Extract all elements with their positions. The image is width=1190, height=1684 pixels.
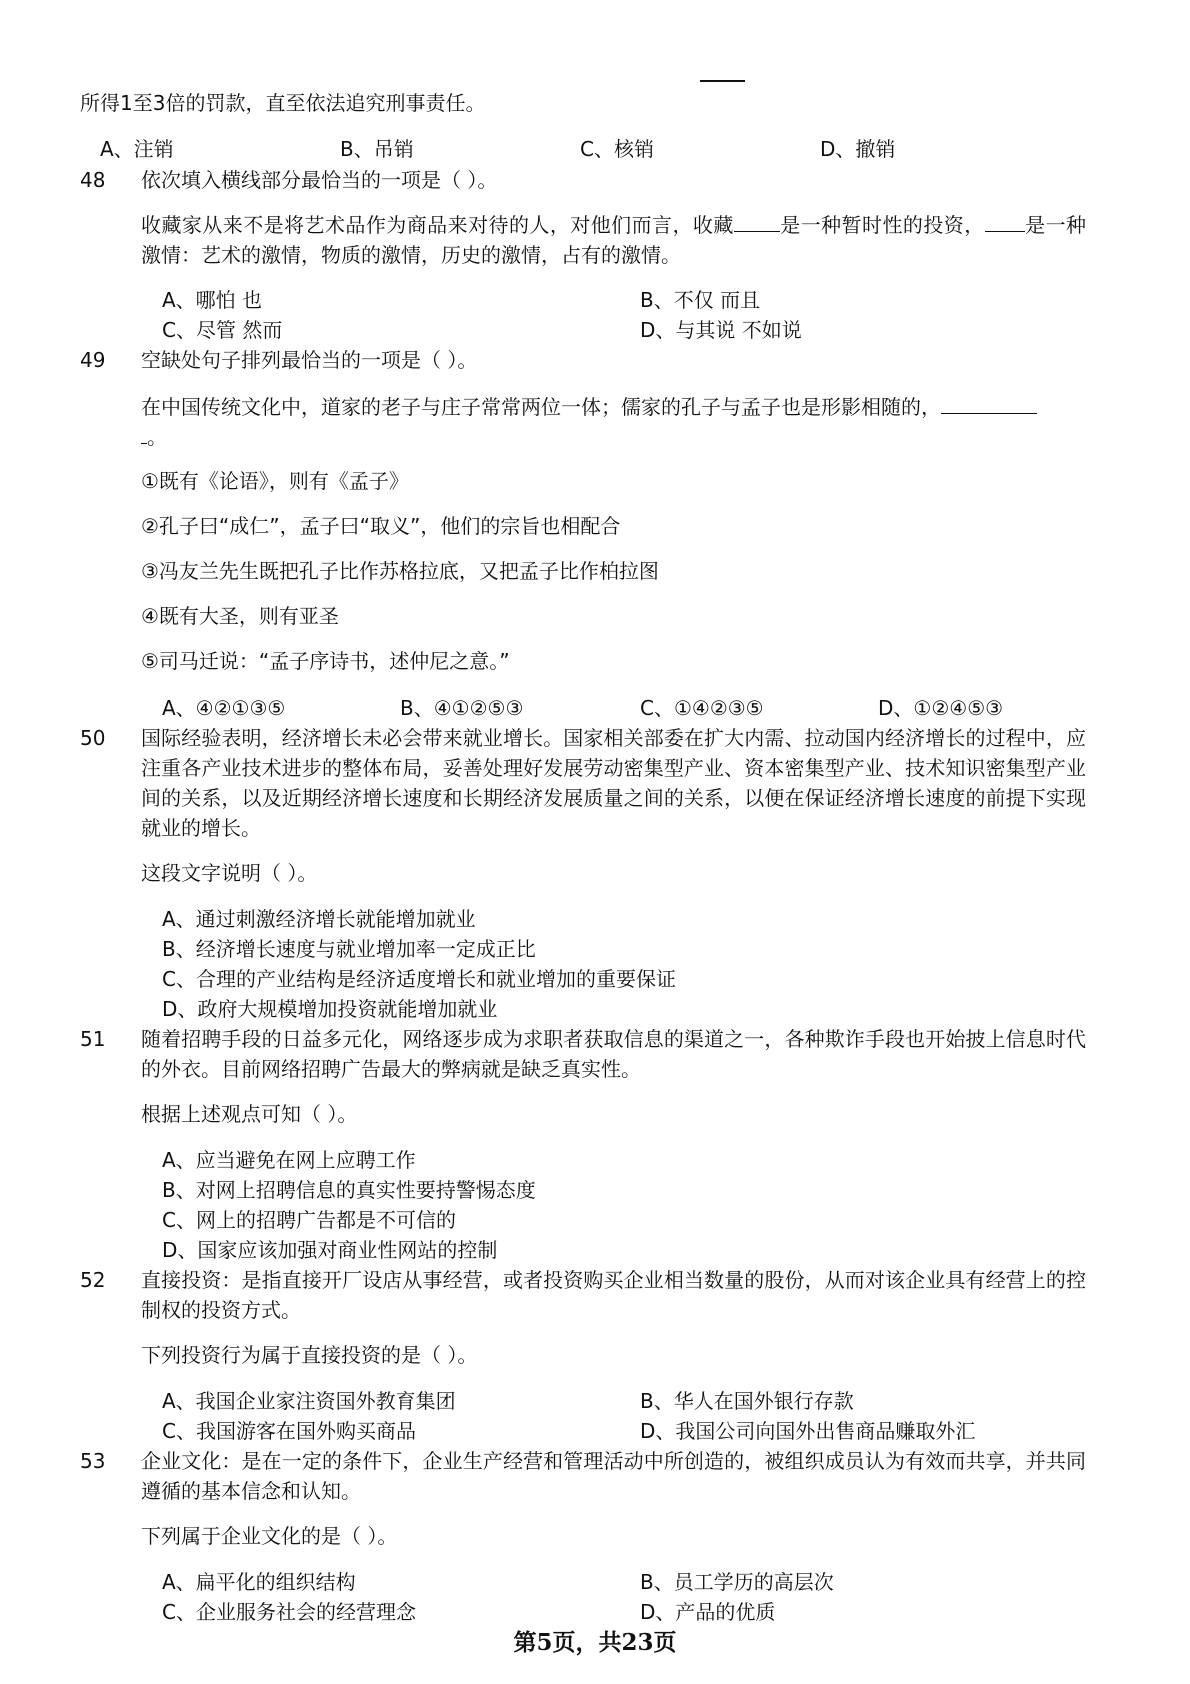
prev-option-b: B、吊销 <box>340 137 414 161</box>
question-passage-49 <box>141 392 1086 452</box>
question-prompt-53: 下列属于企业文化的是（ ）。 <box>141 1524 398 1548</box>
option-49-d: D、①②④⑤③ <box>878 696 1004 720</box>
list-item: ⑤司马迁说：“孟子序诗书，述仲尼之意。” <box>141 649 510 673</box>
option-48-d: D、与其说 不如说 <box>640 318 802 342</box>
list-item: ④既有大圣，则有亚圣 <box>141 604 339 628</box>
option-49-a: A、④②①③⑤ <box>162 696 286 720</box>
question-stem-49: 空缺处句子排列最恰当的一项是（ ）。 <box>141 348 478 372</box>
option-51-a: A、应当避免在网上应聘工作 <box>162 1148 416 1172</box>
question-stem-51: 随着招聘手段的日益多元化，网络逐步成为求职者获取信息的渠道之一，各种欺诈手段也开始披上信息时代的外衣。目前网络招聘广告最大的弊病就是缺乏真实性。 <box>141 1027 1086 1081</box>
passage-48-part1: 收藏家从来不是将艺术品作为商品来对待的人，对他们而言，收藏 <box>141 213 734 237</box>
passage-49-part2: 。 <box>147 425 167 449</box>
question-prompt-52: 下列投资行为属于直接投资的是（ ）。 <box>141 1343 478 1367</box>
option-50-c: C、合理的产业结构是经济适度增长和就业增加的重要保证 <box>162 967 676 991</box>
prev-option-c: C、核销 <box>580 137 654 161</box>
option-53-b: B、员工学历的高层次 <box>640 1570 834 1594</box>
question-stem-50: 国际经验表明，经济增长未必会带来就业增长。国家相关部委在扩大内需、拉动国内经济增长的过程中，应注重各产业技术进步的整体布局，妥善处理好发展劳动密集型产业、资本密集型产业、技术知识密集型产业间的关系，以及近期经济增长速度和长期经济发展质量之间的关系，以便在保证经济增长速度的前提下实现就业的增长。 <box>141 726 1086 840</box>
question-number-48: 48 <box>80 168 106 192</box>
option-49-c: C、①④②③⑤ <box>640 696 764 720</box>
page-footer: 第5页，共23页 <box>513 1629 677 1656</box>
option-48-c: C、尽管 然而 <box>162 318 283 342</box>
passage-48-part2: 是一种暂时性的投资， <box>779 213 985 237</box>
option-48-b: B、不仅 而且 <box>640 288 761 312</box>
fill-blank <box>941 393 1037 414</box>
option-53-d: D、产品的优质 <box>640 1600 776 1624</box>
question-number-53: 53 <box>80 1449 106 1473</box>
option-50-b: B、经济增长速度与就业增加率一定成正比 <box>162 937 536 961</box>
question-stem-48: 依次填入横线部分最恰当的一项是（ ）。 <box>141 168 498 192</box>
list-item: ②孔子曰“成仁”，孟子曰“取义”，他们的宗旨也相配合 <box>141 514 621 538</box>
question-number-51: 51 <box>80 1027 106 1051</box>
prev-option-a: A、注销 <box>100 137 174 161</box>
option-50-a: A、通过刺激经济增长就能增加就业 <box>162 907 476 931</box>
option-51-b: B、对网上招聘信息的真实性要持警惕态度 <box>162 1178 536 1202</box>
option-52-d: D、我国公司向国外出售商品赚取外汇 <box>640 1419 976 1443</box>
option-53-a: A、扁平化的组织结构 <box>162 1570 356 1594</box>
option-52-c: C、我国游客在国外购买商品 <box>162 1419 416 1443</box>
option-48-a: A、哪怕 也 <box>162 288 263 312</box>
fill-blank <box>734 211 780 232</box>
option-53-c: C、企业服务社会的经营理念 <box>162 1600 416 1624</box>
list-item: ①既有《论语》，则有《孟子》 <box>141 469 409 493</box>
passage-48-part3: 是一种激情：艺术的激情，物质的激情，历史的激情，占有的激情。 <box>141 213 1087 267</box>
list-item: ③冯友兰先生既把孔子比作苏格拉底，又把孟子比作柏拉图 <box>141 559 659 583</box>
question-number-50: 50 <box>80 726 106 750</box>
option-51-c: C、网上的招聘广告都是不可信的 <box>162 1208 456 1232</box>
question-prompt-51: 根据上述观点可知（ ）。 <box>141 1102 358 1126</box>
question-number-49: 49 <box>80 348 106 372</box>
question-number-52: 52 <box>80 1268 106 1292</box>
question-prompt-50: 这段文字说明（ ）。 <box>141 861 318 885</box>
question-passage-48 <box>141 210 1086 270</box>
prev-question-continuation: 所得1至3倍的罚款，直至依法追究刑事责任。 <box>80 91 486 115</box>
passage-49-part1: 在中国传统文化中，道家的老子与庄子常常两位一体；儒家的孔子与孟子也是形影相随的， <box>141 395 941 419</box>
question-stem-52: 直接投资：是指直接开厂设店从事经营，或者投资购买企业相当数量的股份，从而对该企业具有经营上的控制权的投资方式。 <box>141 1268 1086 1322</box>
option-52-b: B、华人在国外银行存款 <box>640 1389 854 1413</box>
option-52-a: A、我国企业家注资国外教育集团 <box>162 1389 456 1413</box>
fill-blank <box>985 211 1025 232</box>
option-50-d: D、政府大规模增加投资就能增加就业 <box>162 997 498 1021</box>
prev-option-d: D、撤销 <box>820 137 896 161</box>
question-stem-53: 企业文化：是在一定的条件下，企业生产经营和管理活动中所创造的，被组织成员认为有效而共享，并共同遵循的基本信念和认知。 <box>141 1449 1086 1503</box>
top-rule <box>700 80 745 82</box>
option-51-d: D、国家应该加强对商业性网站的控制 <box>162 1238 498 1262</box>
option-49-b: B、④①②⑤③ <box>400 696 524 720</box>
